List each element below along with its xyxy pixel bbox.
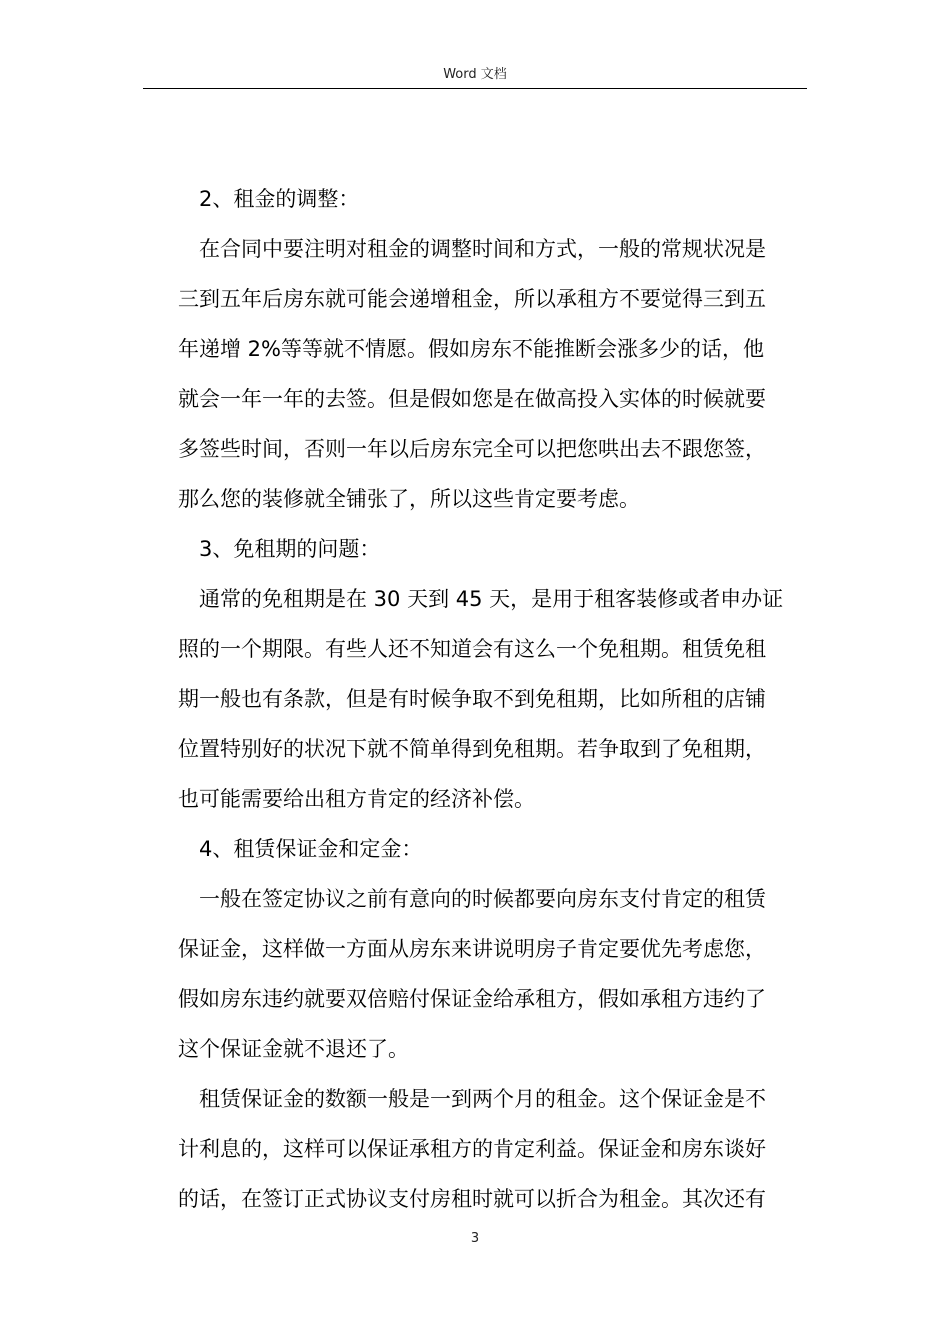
body-text-line: 那么您的装修就全铺张了，所以这些肯定要考虑。 [178, 487, 640, 511]
body-text-line: 通常的免租期是在 30 天到 45 天，是用于租客装修或者申办证 [199, 587, 784, 611]
body-text-line: 在合同中要注明对租金的调整时间和方式，一般的常规状况是 [199, 237, 766, 261]
body-text-line: 租赁保证金的数额一般是一到两个月的租金。这个保证金是不 [199, 1087, 766, 1111]
body-text-line: 假如房东违约就要双倍赔付保证金给承租方，假如承租方违约了 [178, 987, 766, 1011]
document-body [178, 174, 808, 1224]
body-text-line: 期一般也有条款，但是有时候争取不到免租期，比如所租的店铺 [178, 687, 766, 711]
header-divider [143, 88, 807, 89]
body-text-line: 的话，在签订正式协议支付房租时就可以折合为租金。其次还有 [178, 1187, 766, 1211]
body-text-line: 3、免租期的问题： [199, 537, 381, 561]
body-text-line: 三到五年后房东就可能会递增租金，所以承租方不要觉得三到五 [178, 287, 766, 311]
body-text-line: 年递增 2%等等就不情愿。假如房东不能推断会涨多少的话，他 [178, 337, 764, 361]
page-header-title: Word 文档 [443, 67, 507, 82]
page-number: 3 [470, 1231, 480, 1246]
body-text-line: 位置特别好的状况下就不简单得到免租期。若争取到了免租期， [178, 737, 766, 761]
body-text-line: 一般在签定协议之前有意向的时候都要向房东支付肯定的租赁 [199, 887, 766, 911]
body-text-line: 多签些时间，否则一年以后房东完全可以把您哄出去不跟您签， [178, 437, 766, 461]
body-text-line: 计利息的，这样可以保证承租方的肯定利益。保证金和房东谈好 [178, 1137, 766, 1161]
body-text-line: 4、租赁保证金和定金： [199, 837, 423, 861]
body-text-line: 保证金，这样做一方面从房东来讲说明房子肯定要优先考虑您， [178, 937, 766, 961]
body-text-line: 就会一年一年的去签。但是假如您是在做高投入实体的时候就要 [178, 387, 766, 411]
body-text-line: 这个保证金就不退还了。 [178, 1037, 409, 1061]
body-text-line: 也可能需要给出租方肯定的经济补偿。 [178, 787, 535, 811]
body-text-line: 照的一个期限。有些人还不知道会有这么一个免租期。租赁免租 [178, 637, 766, 661]
body-text-line: 2、租金的调整： [199, 187, 360, 211]
